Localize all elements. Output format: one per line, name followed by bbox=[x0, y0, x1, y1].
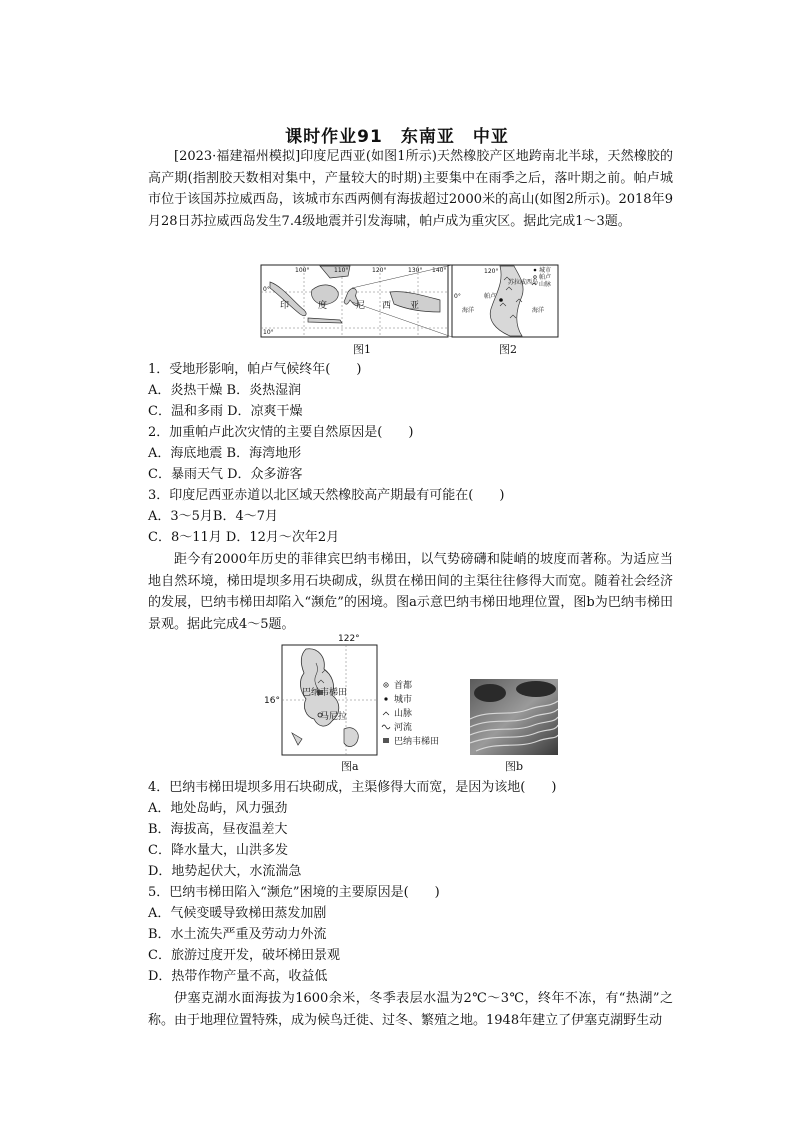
figb-caption: 图b bbox=[505, 760, 524, 773]
fig2-caption: 图2 bbox=[499, 343, 517, 356]
figa-lat-label: 16° bbox=[264, 696, 280, 706]
q5-stem: 5．巴纳韦梯田陷入“濒危”困境的主要原因是( ) bbox=[148, 885, 440, 900]
figa-legend-river: 河流 bbox=[394, 723, 413, 733]
fig1-lat-10: 10° bbox=[263, 329, 274, 336]
intro-paragraph-1: [2023·福建福州模拟]印度尼西亚(如图1所示)天然橡胶产区地跨南北半球，天然橡胶的高产期(指割胶天数相对集中，产量较大的时期)主要集中在雨季之后，落叶期之前。帕卢城市位于该国苏拉威西岛，该城市东西两侧有海拔超过2000米的高山(如图2所示)。2018年9月28日苏拉威西岛发生7.4级地震并引发海啸，帕卢成为重灾区。据此完成1～3题。 bbox=[148, 149, 673, 229]
fig2-lat-label: 0° bbox=[454, 293, 461, 300]
q4-option-b: B．海拔高，昼夜温差大 bbox=[148, 822, 288, 837]
q5-option-d: D．热带作物产量不高，收益低 bbox=[148, 969, 328, 984]
legend-mountain-icon-a bbox=[383, 712, 389, 715]
q2-stem: 2．加重帕卢此次灾情的主要自然原因是( ) bbox=[148, 425, 414, 440]
figa-caption: 图a bbox=[341, 760, 359, 773]
figure-1-2 bbox=[260, 262, 560, 340]
q5-option-b: B．水土流失严重及劳动力外流 bbox=[148, 927, 327, 942]
fig1-lat-0: 0° bbox=[263, 286, 270, 293]
q2-options-1: A．海底地震 B．海湾地形 bbox=[148, 446, 302, 461]
fig2-island-label: 苏拉威西岛 bbox=[508, 279, 539, 286]
legend-city-icon bbox=[534, 269, 537, 272]
fig2-sea-left: 海洋 bbox=[462, 307, 475, 314]
fig2-legend-mountain: 山脉 bbox=[539, 281, 552, 288]
q5-option-c: C．旅游过度开发，破坏梯田景观 bbox=[148, 948, 340, 963]
q5-option-a: A．气候变暖导致梯田蒸发加剧 bbox=[148, 906, 327, 921]
page-title: 课时作业91 东南亚 中亚 bbox=[285, 127, 509, 147]
figa-lon-label: 122° bbox=[338, 634, 360, 644]
figure-a bbox=[262, 633, 462, 757]
q4-option-c: C．降水量大，山洪多发 bbox=[148, 843, 288, 858]
fig2-palu-label: 帕卢 bbox=[484, 293, 497, 300]
fig1-lon-130: 130° bbox=[408, 267, 423, 274]
q3-stem: 3．印度尼西亚赤道以北区域天然橡胶高产期最有可能在( ) bbox=[148, 488, 505, 503]
q1-options-2: C．温和多雨 D．凉爽干燥 bbox=[148, 404, 303, 419]
fig1-char-5: 亚 bbox=[410, 301, 420, 311]
figa-legend-mountain: 山脉 bbox=[394, 709, 413, 719]
legend-terrace-icon bbox=[383, 738, 389, 743]
fig1-char-1: 印 bbox=[280, 301, 290, 311]
q3-options-2: C．8～11月 D．12月～次年2月 bbox=[148, 530, 340, 545]
fig1-char-4: 西 bbox=[382, 301, 392, 311]
figa-legend-city: 城市 bbox=[394, 695, 413, 705]
figa-legend-terrace: 巴纳韦梯田 bbox=[394, 737, 440, 747]
q2-options-2: C．暴雨天气 D．众多游客 bbox=[148, 467, 303, 482]
figa-terrace-label: 巴纳韦梯田 bbox=[302, 688, 348, 698]
figa-legend-capital: 首都 bbox=[394, 681, 413, 691]
fig2-sea-right: 海洋 bbox=[532, 307, 545, 314]
fig1-lon-120: 120° bbox=[372, 267, 387, 274]
q1-stem: 1．受地形影响，帕卢气候终年( ) bbox=[148, 362, 362, 377]
fig1-lon-110: 110° bbox=[334, 267, 349, 274]
q4-stem: 4．巴纳韦梯田堤坝多用石块砌成，主渠修得大而宽，是因为该地( ) bbox=[148, 780, 557, 795]
island-shape-1 bbox=[344, 728, 358, 747]
fig1-lon-140: 140° bbox=[432, 267, 447, 274]
q4-option-d: D．地势起伏大，水流湍急 bbox=[148, 864, 302, 879]
fig1-char-3: 尼 bbox=[356, 301, 366, 311]
figure-b-photo bbox=[470, 679, 558, 755]
fig2-legend-palu: 帕卢 bbox=[539, 274, 552, 281]
fig2-palu-dot bbox=[499, 298, 503, 302]
intro-paragraph-2: 距今有2000年历史的菲律宾巴纳韦梯田，以气势磅礴和陡峭的坡度而著称。为适应当地自然环境，梯田堤坝多用石块砌成，纵贯在梯田间的主渠往往修得大而宽。随着社会经济的发展，巴纳韦梯田却陷入“濒危”的困境。图a示意巴纳韦梯田地理位置，图b为巴纳韦梯田景观。据此完成4～5题。 bbox=[148, 552, 673, 632]
q4-option-a: A．地处岛屿，风力强劲 bbox=[148, 801, 288, 816]
fig1-char-2: 度 bbox=[318, 301, 328, 311]
fig2-lon-label: 120° bbox=[484, 268, 499, 275]
fig2-legend-city: 城市 bbox=[539, 267, 552, 274]
legend-river-icon bbox=[382, 725, 390, 729]
fig1-lon-100: 100° bbox=[295, 267, 310, 274]
fig1-caption: 图1 bbox=[353, 343, 371, 356]
q3-options-1: A．3～5月B．4～7月 bbox=[148, 509, 279, 524]
q1-options-1: A．炎热干燥 B．炎热湿润 bbox=[148, 383, 302, 398]
legend-city-icon-a bbox=[384, 697, 387, 700]
figa-manila-label: 马尼拉 bbox=[320, 712, 348, 722]
intro-paragraph-3: 伊塞克湖水面海拔为1600余米，冬季表层水温为2℃～3℃，终年不冻，有“热湖”之称。由于地理位置特殊，成为候鸟迁徙、过冬、繁殖之地。1948年建立了伊塞克湖野生动 bbox=[148, 991, 673, 1028]
